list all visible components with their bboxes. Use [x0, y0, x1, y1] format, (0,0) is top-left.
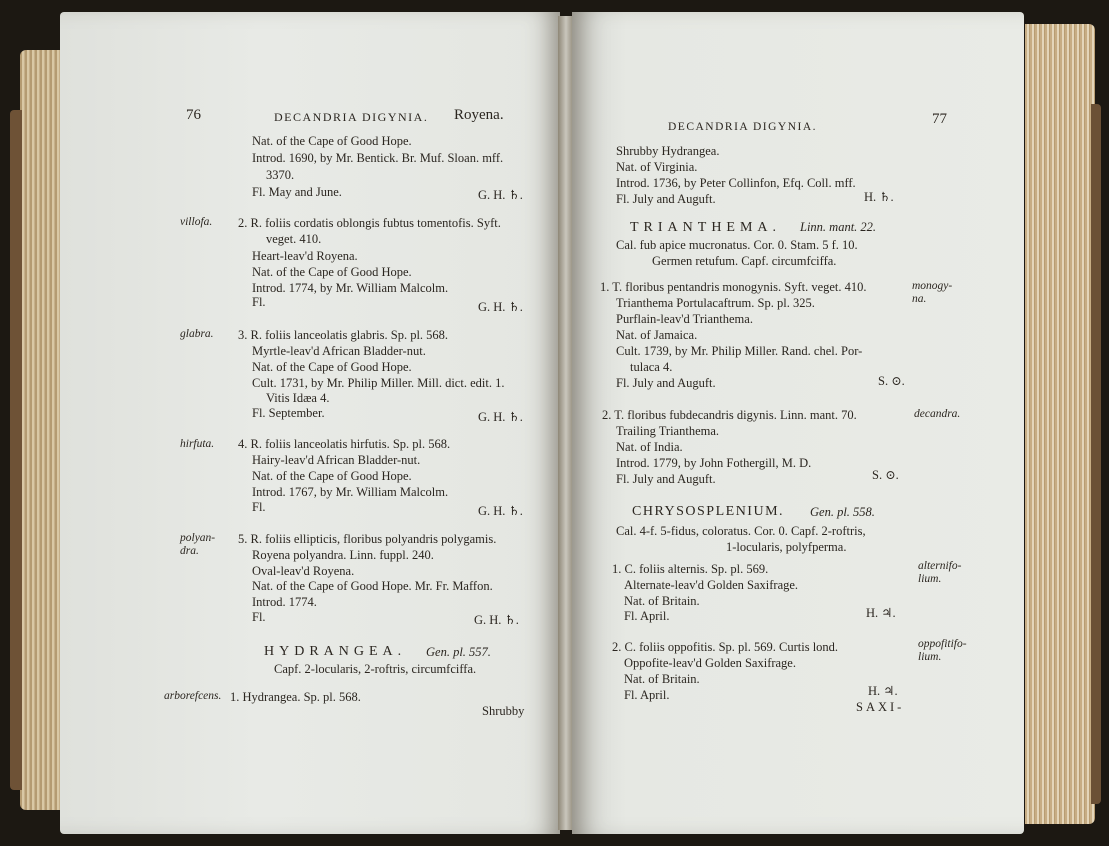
text-line: Oval-leav'd Royena.	[252, 564, 355, 578]
left-page-edges	[20, 50, 60, 810]
text-line: Trianthema Portulacaftrum. Sp. pl. 325.	[616, 296, 815, 310]
text-line: Nat. of Virginia.	[616, 160, 698, 174]
text-line: 1-locularis, polyfperma.	[726, 540, 847, 554]
text-line: Nat. of the Cape of Good Hope.	[252, 265, 412, 279]
genus-heading: CHRYSOSPLENIUM.	[632, 504, 785, 519]
margin-epithet: lium.	[918, 651, 942, 663]
text-line: Trailing Trianthema.	[616, 424, 720, 438]
catchword: Shrubby	[482, 704, 525, 718]
text-line: Heart-leav'd Royena.	[252, 249, 358, 263]
text-line: Purflain-leav'd Trianthema.	[616, 312, 753, 326]
text-line: Nat. of Jamaica.	[616, 328, 698, 342]
margin-epithet: oppofitifo-	[918, 638, 967, 650]
text-line: Gen. pl. 557.	[426, 645, 491, 659]
text-line: Fl. July and Auguft.	[616, 192, 716, 206]
habitat-symbol: G. H. ♄.	[478, 188, 523, 202]
genus-heading: TRIANTHEMA.	[630, 220, 782, 235]
text-line: Introd. 1767, by Mr. William Malcolm.	[252, 485, 449, 499]
margin-epithet: lium.	[918, 573, 942, 585]
text-line: 3370.	[266, 168, 295, 182]
text-line: Fl. April.	[624, 688, 670, 702]
margin-epithet: alternifo-	[918, 560, 962, 572]
margin-epithet: dra.	[180, 545, 199, 557]
habitat-symbol: H. ♃.	[868, 684, 898, 698]
text-line: Fl. July and Auguft.	[616, 472, 716, 486]
text-line: Nat. of Britain.	[624, 594, 700, 608]
text-line: 1. C. foliis alternis. Sp. pl. 569.	[612, 562, 769, 576]
text-line: 1. T. floribus pentandris monogynis. Syft. veget. 410.	[600, 280, 867, 294]
text-line: Oppofite-leav'd Golden Saxifrage.	[624, 656, 796, 670]
text-line: Cult. 1731, by Mr. Philip Miller. Mill. dict. edit. 1.	[252, 376, 505, 390]
genus-heading: HYDRANGEA.	[264, 644, 407, 659]
text-line: Linn. mant. 22.	[800, 220, 877, 234]
text-line: Nat. of the Cape of Good Hope.	[252, 134, 412, 148]
margin-epithet: decandra.	[914, 408, 961, 420]
margin-epithet: monogy-	[912, 280, 953, 292]
text-line: Shrubby Hydrangea.	[616, 144, 720, 158]
right-page	[572, 12, 1024, 834]
habitat-symbol: H. ♃.	[866, 606, 896, 620]
habitat-symbol: G. H. ♄.	[478, 410, 523, 424]
left-page	[60, 12, 560, 834]
text-line: Introd. 1690, by Mr. Bentick. Br. Muf. Sloan. mff.	[252, 151, 504, 165]
text-line: veget. 410.	[266, 232, 322, 246]
right-page-edges	[1025, 24, 1095, 824]
text-line: Fl.	[252, 610, 266, 624]
text-line: 2. R. foliis cordatis oblongis fubtus tomentofis. Syft.	[238, 216, 501, 230]
running-head: DECANDRIA DIGYNIA.	[274, 110, 429, 124]
margin-epithet: villofa.	[180, 216, 213, 228]
text-line: 3. R. foliis lanceolatis glabris. Sp. pl. 568.	[238, 328, 449, 342]
text-line: Nat. of the Cape of Good Hope. Mr. Fr. Maffon.	[252, 579, 493, 593]
catchword: SAXI-	[856, 700, 905, 714]
text-line: 2. C. foliis oppofitis. Sp. pl. 569. Curtis lond.	[612, 640, 839, 654]
open-book	[6, 4, 1103, 842]
text-line: Fl.	[252, 500, 266, 514]
margin-epithet: glabra.	[180, 328, 214, 340]
habitat-symbol: G. H. ♄.	[474, 613, 519, 627]
text-line: Myrtle-leav'd African Bladder-nut.	[252, 344, 426, 358]
text-line: Germen retufum. Capf. circumfciffa.	[652, 254, 837, 268]
habitat-symbol: S. ⊙.	[878, 374, 905, 388]
habitat-symbol: G. H. ♄.	[478, 504, 523, 518]
text-line: 5. R. foliis ellipticis, floribus polyandris polygamis.	[238, 532, 497, 546]
text-line: Nat. of Britain.	[624, 672, 700, 686]
text-line: 2. T. floribus fubdecandris digynis. Linn. mant. 70.	[602, 408, 857, 422]
habitat-symbol: S. ⊙.	[872, 468, 899, 482]
text-line: 1. Hydrangea. Sp. pl. 568.	[230, 690, 361, 704]
page-number: 77	[932, 111, 947, 127]
margin-epithet: na.	[912, 293, 927, 305]
text-line: Fl.	[252, 295, 266, 309]
text-line: Cal. 4-f. 5-fidus, coloratus. Cor. 0. Capf. 2-roftris,	[616, 524, 866, 538]
page-number: 76	[186, 107, 201, 123]
text-line: Alternate-leav'd Golden Saxifrage.	[624, 578, 799, 592]
text-line: Nat. of the Cape of Good Hope.	[252, 469, 412, 483]
text-line: 4. R. foliis lanceolatis hirfutis. Sp. pl. 568.	[238, 437, 451, 451]
text-line: Hairy-leav'd African Bladder-nut.	[252, 453, 421, 467]
text-line: Cal. fub apice mucronatus. Cor. 0. Stam. 5 f. 10.	[616, 238, 858, 252]
text-line: Introd. 1774.	[252, 595, 317, 609]
margin-epithet: hirfuta.	[180, 438, 215, 450]
text-line: Royena polyandra. Linn. fuppl. 240.	[252, 548, 434, 562]
margin-epithet: polyan-	[180, 532, 216, 544]
text-line: Fl. September.	[252, 406, 325, 420]
text-line: Nat. of the Cape of Good Hope.	[252, 360, 412, 374]
text-line: Fl. July and Auguft.	[616, 376, 716, 390]
habitat-symbol: H. ♄.	[864, 190, 894, 204]
text-line: tulaca 4.	[630, 360, 673, 374]
text-line: Introd. 1774, by Mr. William Malcolm.	[252, 281, 449, 295]
text-line: Fl. April.	[624, 609, 670, 623]
text-line: Capf. 2-locularis, 2-roftris, circumfciffa.	[274, 662, 477, 676]
text-line: Introd. 1736, by Peter Collinfon, Efq. Coll. mff.	[616, 176, 856, 190]
text-line: Vitis Idæa 4.	[266, 391, 330, 405]
margin-epithet: arborefcens.	[164, 690, 222, 702]
text-line: Fl. May and June.	[252, 185, 342, 199]
text-line: Gen. pl. 558.	[810, 505, 875, 519]
text-line: Nat. of India.	[616, 440, 683, 454]
genus-head: Royena.	[454, 107, 504, 123]
habitat-symbol: G. H. ♄.	[478, 300, 523, 314]
text-line: Introd. 1779, by John Fothergill, M. D.	[616, 456, 812, 470]
text-line: Cult. 1739, by Mr. Philip Miller. Rand. chel. Por-	[616, 344, 863, 358]
running-head: DECANDRIA DIGYNIA.	[668, 121, 818, 133]
